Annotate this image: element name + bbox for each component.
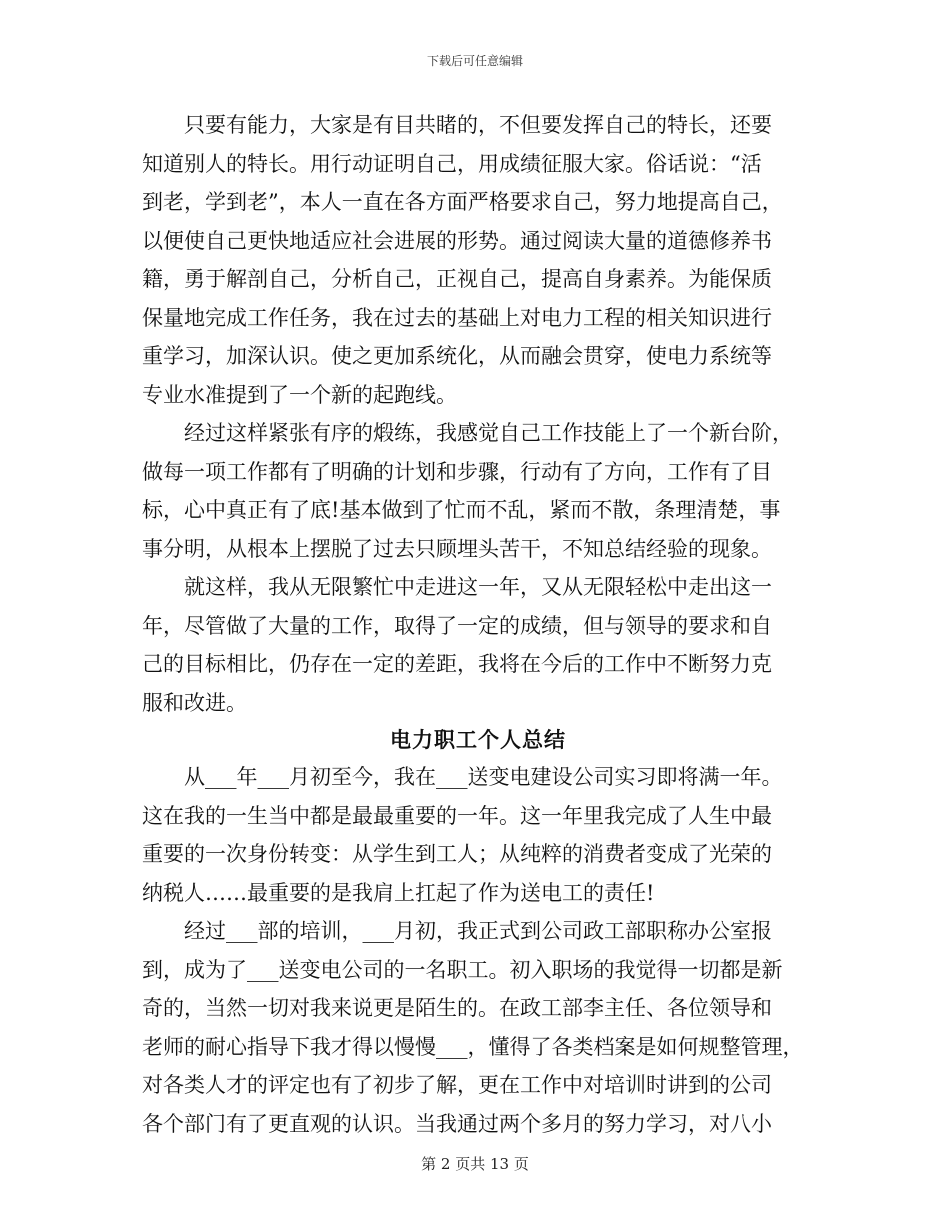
text-line: 就这样，我从无限繁忙中走进这一年，又从无限轻松中走出这一 <box>184 575 772 599</box>
page-header: 下载后可任意编辑 <box>426 54 523 68</box>
text-line: 事分明，从根本上摆脱了过去只顾埋头苦干，不知总结经验的现象。 <box>142 536 772 561</box>
paragraph-onboarding <box>142 912 814 1143</box>
text-line: 经过___部的培训，___月初，我正式到公司政工部职称办公室报 <box>184 919 772 943</box>
text-line: 对各类人才的评定也有了初步了解，更在工作中对培训时讲到的公司 <box>142 1073 772 1097</box>
paragraph-ability <box>142 106 814 414</box>
text-line: 己的目标相比，仍存在一定的差距，我将在今后的工作中不断努力克 <box>142 652 772 676</box>
text-line: 籍，勇于解剖自己，分析自己，正视自己，提高自身素养。为能保质 <box>142 267 772 291</box>
text-line: 重学习，加深认识。使之更加系统化，从而融会贯穿，使电力系统等 <box>142 344 772 368</box>
text-line: 做每一项工作都有了明确的计划和步骤，行动有了方向，工作有了目 <box>142 459 772 484</box>
paragraph-training <box>142 414 814 568</box>
page-footer: 第 2 页共 13 页 <box>421 1155 529 1173</box>
paragraph-intro <box>142 758 814 912</box>
text-line: 重要的一次身份转变：从学生到工人；从纯粹的消费者变成了光荣的 <box>142 842 772 866</box>
text-line: 这在我的一生当中都是最最重要的一年。这一年里我完成了人生中最 <box>142 803 772 828</box>
text-line: 年，尽管做了大量的工作，取得了一定的成绩，但与领导的要求和自 <box>142 613 772 638</box>
text-line: 从___年___月初至今，我在___送变电建设公司实习即将满一年。 <box>184 765 783 789</box>
text-line: 纳税人……最重要的是我肩上扛起了作为送电工的责任! <box>142 880 655 905</box>
text-line: 到老，学到老”，本人一直在各方面严格要求自己，努力地提高自己， <box>142 190 783 214</box>
text-line: 知道别人的特长。用行动证明自己，用成绩征服大家。俗话说：“活 <box>142 151 762 176</box>
text-line: 奇的，当然一切对我来说更是陌生的。在政工部李主任、各位领导和 <box>142 996 772 1020</box>
text-line: 各个部门有了更直观的认识。当我通过两个多月的努力学习，对八小 <box>142 1111 772 1136</box>
text-line: 只要有能力，大家是有目共睹的，不但要发挥自己的特长，还要 <box>184 113 772 137</box>
paragraph-conclusion <box>142 568 814 722</box>
text-line: 标，心中真正有了底!基本做到了忙而不乱，紧而不散，条理清楚，事 <box>142 498 781 522</box>
text-line: 服和改进。 <box>142 690 247 715</box>
text-line: 老师的耐心指导下我才得以慢慢___，懂得了各类档案是如何规整管理， <box>142 1034 804 1059</box>
document-body <box>142 106 814 1143</box>
text-line: 专业水准提到了一个新的起跑线。 <box>142 382 457 407</box>
section-title: 电力职工个人总结 <box>390 727 566 752</box>
text-line: 经过这样紧张有序的煅练，我感觉自己工作技能上了一个新台阶， <box>184 421 793 445</box>
text-line: 以便使自己更快地适应社会进展的形势。通过阅读大量的道德修养书 <box>142 228 772 253</box>
text-line: 到，成为了___送变电公司的一名职工。初入职场的我觉得一切都是新 <box>142 957 783 982</box>
text-line: 保量地完成工作任务，我在过去的基础上对电力工程的相关知识进行 <box>142 305 772 330</box>
